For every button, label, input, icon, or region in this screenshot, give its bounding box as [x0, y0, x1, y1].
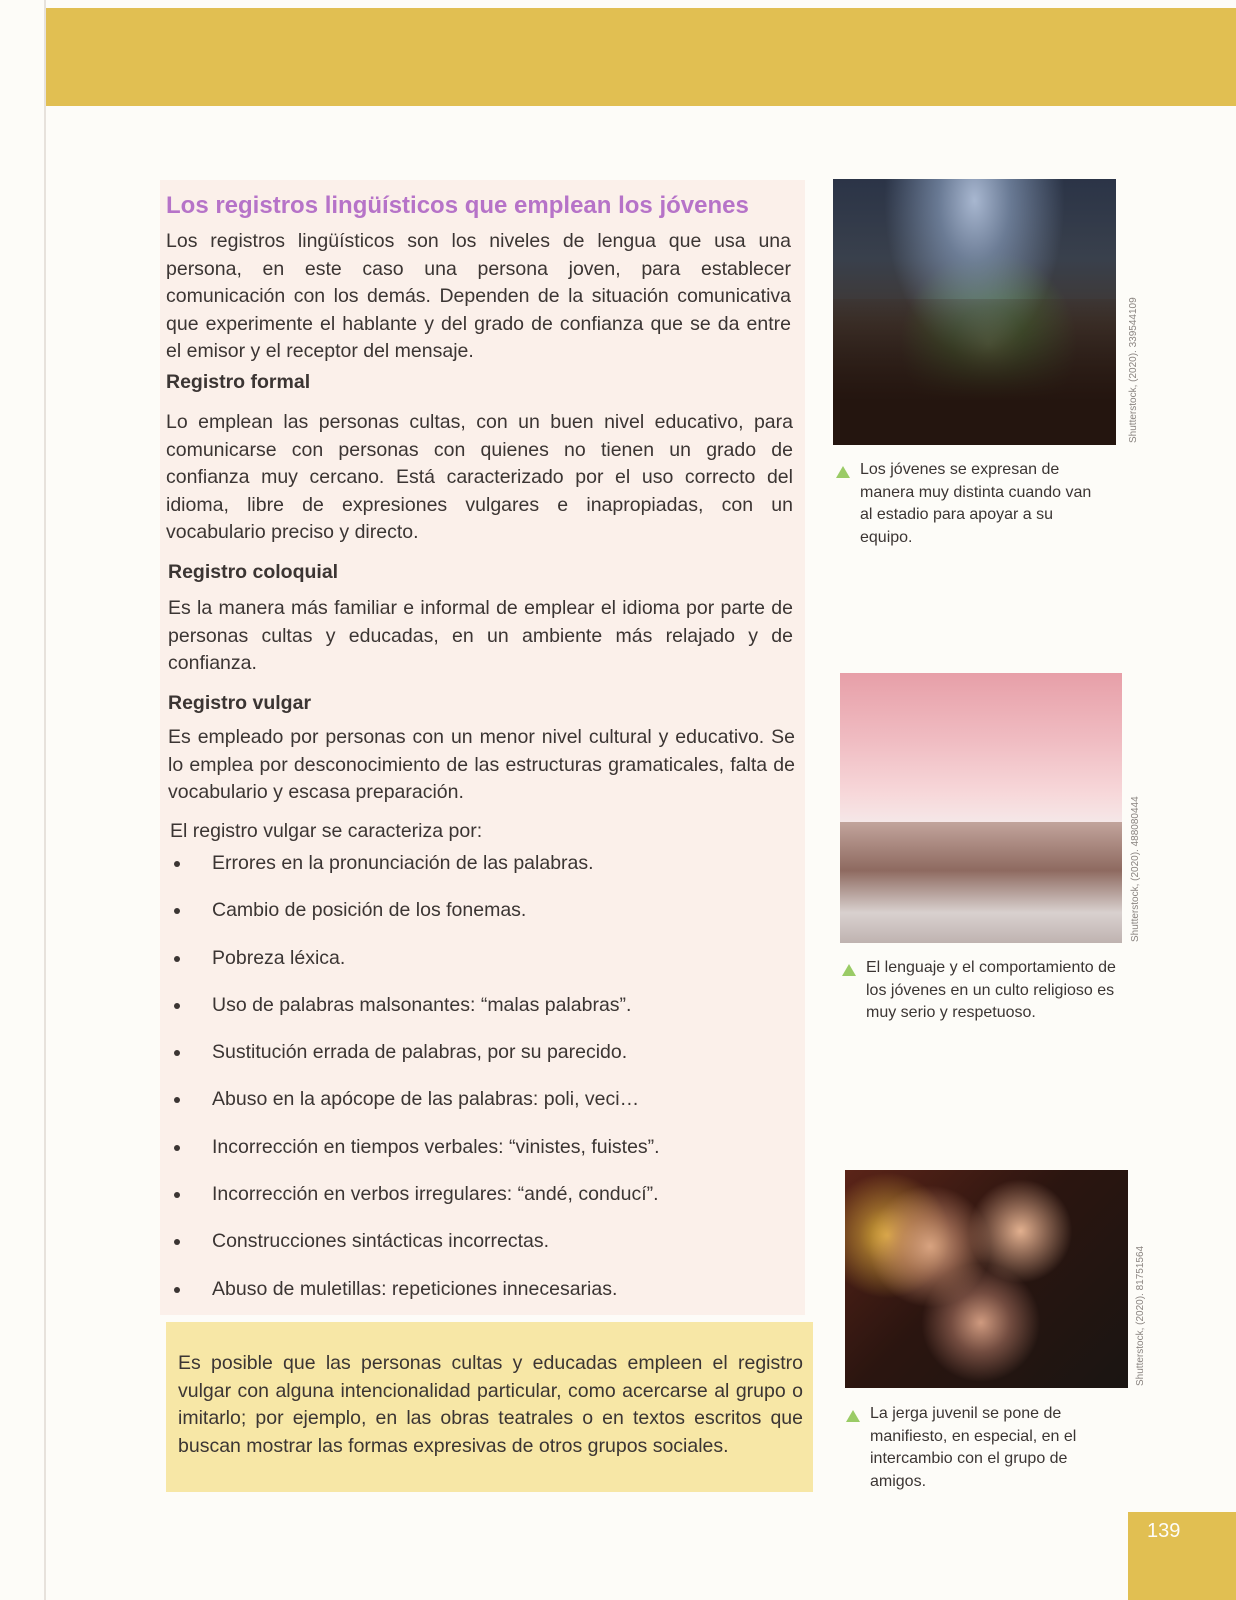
list-item: Incorrección en verbos irregulares: “andé, conducí”.	[168, 1181, 660, 1228]
bullet-icon	[174, 956, 180, 962]
list-item: Incorrección en tiempos verbales: “vinistes, fuistes”.	[168, 1134, 660, 1181]
worship-photo	[840, 673, 1122, 943]
section-heading-colloquial: Registro coloquial	[168, 561, 339, 583]
section-text-formal: Lo emplean las personas cultas, con un buen nivel educativo, para comunicarse con personas con quienes no tienen un grado de confianza muy cercano. Está caracterizado por el uso correcto del idioma, libre de expresiones vulgares e inapropiadas, con un vocabulario preciso y directo.	[166, 411, 793, 543]
bullet-icon	[174, 1287, 180, 1293]
stadium-photo	[833, 179, 1116, 445]
section-heading-formal: Registro formal	[166, 371, 311, 393]
list-item: Sustitución errada de palabras, por su parecido.	[168, 1039, 660, 1086]
page-number-tab	[1128, 1512, 1236, 1600]
list-intro: El registro vulgar se caracteriza por:	[170, 820, 483, 842]
photo-caption: La jerga juvenil se pone de manifiesto, en especial, en el intercambio con el grupo de amigos.	[870, 1405, 1077, 1490]
section-heading-vulgar: Registro vulgar	[168, 692, 312, 714]
list-item: Abuso de muletillas: repeticiones innecesarias.	[168, 1276, 660, 1323]
list-item: Abuso en la apócope de las palabras: poli, veci…	[168, 1086, 660, 1133]
page-number: 139	[1147, 1520, 1181, 1542]
list-item: Cambio de posición de los fonemas.	[168, 897, 660, 944]
bullet-icon	[174, 1239, 180, 1245]
characteristics-list	[168, 850, 660, 1323]
photo-caption: El lenguaje y el comportamiento de los jóvenes en un culto religioso es muy serio y respetuoso.	[866, 959, 1116, 1021]
list-item: Pobreza léxica.	[168, 945, 660, 992]
list-item: Uso de palabras malsonantes: “malas palabras”.	[168, 992, 660, 1039]
triangle-up-icon	[846, 1410, 860, 1422]
bullet-icon	[174, 1192, 180, 1198]
bullet-icon	[174, 1050, 180, 1056]
bullet-icon	[174, 1145, 180, 1151]
list-item: Errores en la pronunciación de las palabras.	[168, 850, 660, 897]
bullet-icon	[174, 908, 180, 914]
page-edge	[44, 0, 46, 1600]
photo-credit: Shutterstock, (2020). 488080444	[1130, 796, 1141, 942]
people-silhouette	[840, 822, 1122, 944]
crowd-silhouette	[833, 299, 1116, 445]
list-item: Construcciones sintácticas incorrectas.	[168, 1228, 660, 1275]
photo-caption: Los jóvenes se expresan de manera muy distinta cuando van al estadio para apoyar a su equipo.	[860, 461, 1092, 546]
bullet-icon	[174, 1003, 180, 1009]
photo-credit: Shutterstock, (2020). 339544109	[1128, 297, 1139, 443]
note-text: Es posible que las personas cultas y educadas empleen el registro vulgar con alguna intencionalidad particular, como acercarse al grupo o imitarlo; por ejemplo, en las obras teatrales o en textos escritos que buscan mostrar las formas expresivas de otros grupos sociales.	[178, 1352, 803, 1457]
page-title: Los registros lingüísticos que emplean los jóvenes	[166, 192, 749, 219]
intro-paragraph: Los registros lingüísticos son los niveles de lengua que usa una persona, en este caso una persona joven, para establecer comunicación con los demás. Dependen de la situación comunicativa que experimente el hablante y del grado de confianza que se da entre el emisor y el receptor del mensaje.	[166, 230, 791, 362]
friends-photo	[845, 1170, 1128, 1388]
triangle-up-icon	[836, 466, 850, 478]
triangle-up-icon	[842, 964, 856, 976]
photo-credit: Shutterstock, (2020). 81751564	[1135, 1245, 1146, 1386]
bullet-icon	[174, 861, 180, 867]
bullet-icon	[174, 1097, 180, 1103]
header-band	[46, 8, 1236, 106]
section-text-vulgar: Es empleado por personas con un menor nivel cultural y educativo. Se lo emplea por desconocimiento de las estructuras gramaticales, falta de vocabulario y escasa preparación.	[168, 726, 795, 803]
section-text-colloquial: Es la manera más familiar e informal de emplear el idioma por parte de personas cultas y educadas, en un ambiente más relajado y de confianza.	[168, 597, 793, 674]
